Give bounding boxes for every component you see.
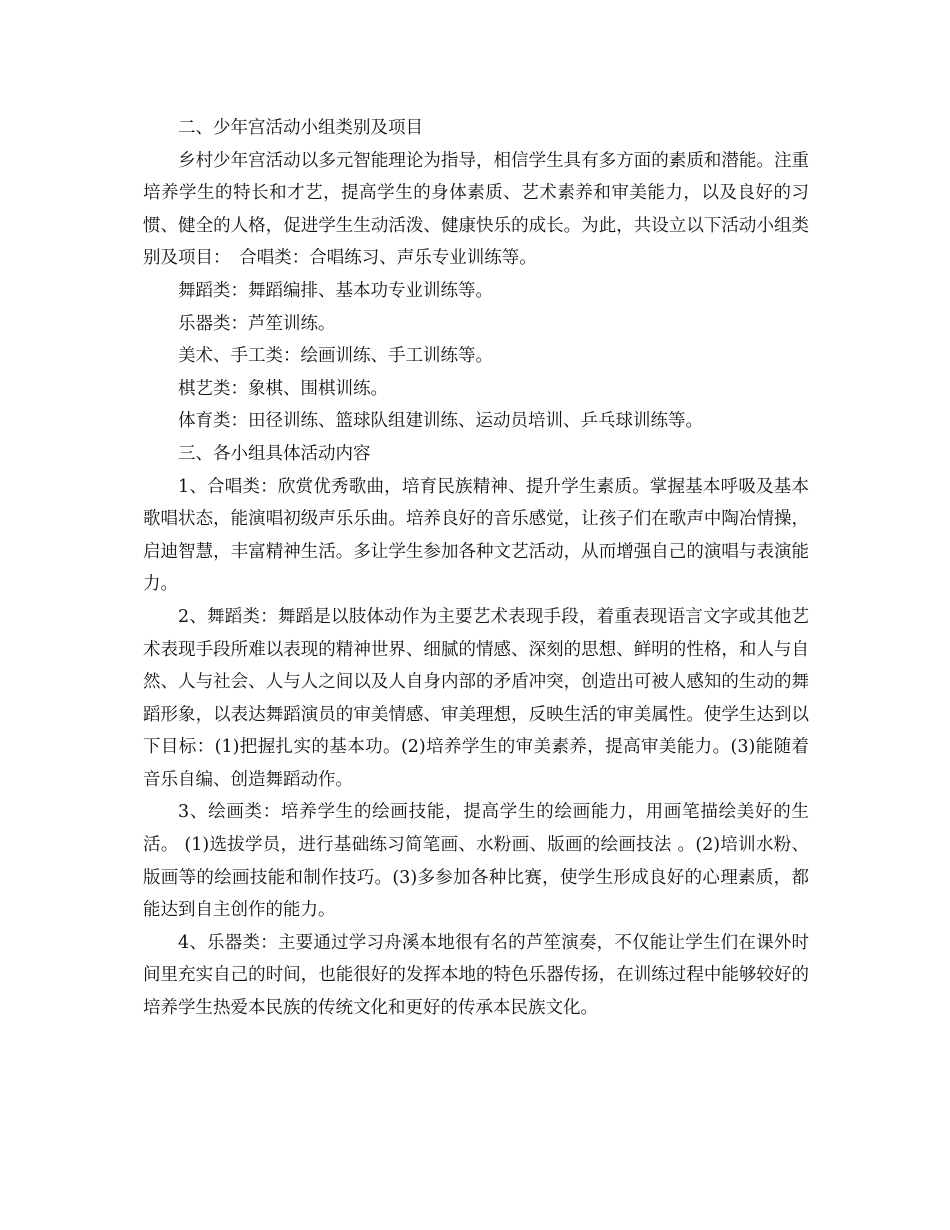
choir-paragraph: 1、合唱类：欣赏优秀歌曲，培育民族精神、提升学生素质。掌握基本呼吸及基本歌唱状态，能演唱初级声乐乐曲。培养良好的音乐感觉，让孩子们在歌声中陶冶情操，启迪智慧，丰富精神生活。多让学生参加各种文艺活动，从而增强自己的演唱与表演能力。	[143, 476, 809, 595]
section-heading-2: 二、少年宫活动小组类别及项目	[178, 118, 423, 138]
document-body	[143, 112, 809, 1025]
category-sports: 体育类：田径训练、篮球队组建训练、运动员培训、乒乓球训练等。	[178, 411, 703, 432]
category-instruments: 乐器类：芦笙训练。	[178, 313, 336, 334]
category-chess: 棋艺类：象棋、围棋训练。	[178, 378, 388, 399]
category-dance: 舞蹈类：舞蹈编排、基本功专业训练等。	[178, 280, 493, 301]
painting-paragraph: 3、绘画类：培养学生的绘画技能，提高学生的绘画能力，用画笔描绘美好的生活。 (1)选拔学员，进行基础练习简笔画、水粉画、版画的绘画技法 。(2)培训水粉、版画等的绘画技能和制作技巧。(3)多参加各种比赛，使学生形成良好的心理素质，都能达到自主创作的能力。	[143, 802, 809, 921]
section-heading-3: 三、各小组具体活动内容	[178, 443, 371, 464]
dance-paragraph: 2、舞蹈类：舞蹈是以肢体动作为主要艺术表现手段，着重表现语言文字或其他艺术表现手段所难以表现的精神世界、细腻的情感、深刻的思想、鲜明的性格，和人与自然、人与社会、人与人之间以及人自身内部的矛盾冲突，创造出可被人感知的生动的舞蹈形象，以表达舞蹈演员的审美情感、审美理想，反映生活的审美属性。使学生达到以下目标：(1)把握扎实的基本功。(2)培养学生的审美素养，提高审美能力。(3)能随着音乐自编、创造舞蹈动作。	[143, 606, 809, 790]
category-art-craft: 美术、手工类：绘画训练、手工训练等。	[178, 346, 493, 367]
instrument-paragraph: 4、乐器类：主要通过学习舟溪本地很有名的芦笙演奏，不仅能让学生们在课外时间里充实自己的时间，也能很好的发挥本地的特色乐器传扬，在训练过程中能够较好的培养学生热爱本民族的传统文化和更好的传承本民族文化。	[143, 932, 809, 1019]
intro-paragraph: 乡村少年宫活动以多元智能理论为指导，相信学生具有多方面的素质和潜能。注重培养学生的特长和才艺，提高学生的身体素质、艺术素养和审美能力，以及良好的习惯、健全的人格，促进学生生动活泼、健康快乐的成长。为此，共设立以下活动小组类别及项目： 合唱类：合唱练习、声乐专业训练等。	[143, 150, 809, 269]
